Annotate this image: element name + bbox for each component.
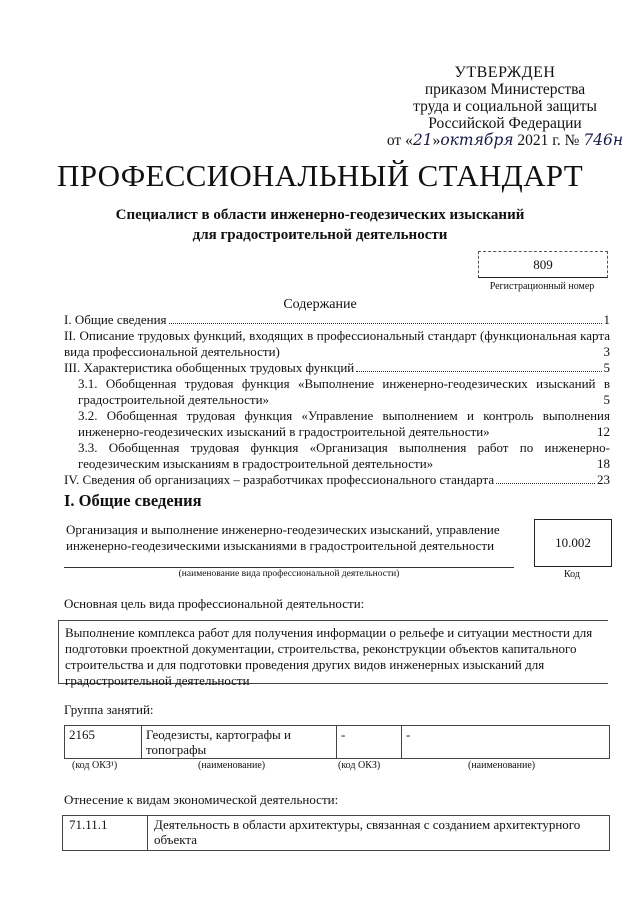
okved-table [62,815,610,851]
date-mid: » [432,132,441,149]
section-heading: I. Общие сведения [64,491,202,510]
okved-code: 71.11.1 [63,816,148,851]
table-of-contents [64,312,610,488]
subtitle-line-2: для градостроительной деятельности [192,227,448,243]
toc-item-1[interactable]: I. Общие сведения 1 [64,312,610,327]
document-title: ПРОФЕССИОНАЛЬНЫЙ СТАНДАРТ [57,158,583,193]
occupation-group-table [64,725,610,759]
approval-date-line [380,132,630,149]
activity-caption: (наименование вида профессиональной деятельности) [178,569,400,579]
toc-item-3[interactable]: III. Характеристика обобщенных трудовых функций 5 [64,360,610,375]
activity-code: 10.002 [534,519,612,567]
date-day: 21 [412,131,433,149]
approval-line-1: приказом Министерства [424,81,586,98]
approval-heading: УТВЕРЖДЕН [454,64,556,81]
document-subtitle [0,205,640,245]
activity-underline [64,567,514,568]
cap-okz-code-1: (код ОКЗ¹) [72,760,118,771]
group-label: Группа занятий: [64,702,154,717]
approval-block [380,64,630,149]
okved-name: Деятельность в области архитектуры, связанная с созданием архитектурного объекта [148,816,610,851]
okved-label: Отнесение к видам экономической деятельности: [64,792,339,807]
okz-name-1: Геодезисты, картографы и топографы [142,726,337,759]
goal-text: Выполнение комплекса работ для получения информации о рельефе и ситуации местности для подготовки проектной документации, строительства, реконструкции объектов капитального строительства и для подготовки проведения других видов инженерных изысканий для градостроительной деятельности [58,620,608,684]
toc-item-3-1[interactable]: 3.1. Обобщенная трудовая функция «Выполнение инженерно-геодезических изысканий в градостроительной деятельности» 5 [78,376,610,407]
toc-item-2-text: II. Описание трудовых функций, входящих в профессиональный стандарт (функциональная карта вида профессиональной деятельности) 3 [64,328,610,359]
date-month: октября [440,131,514,149]
okz-code-2: - [337,726,402,759]
cap-okz-code-2: (код ОКЗ) [338,760,381,771]
registration-label: Регистрационный номер [489,281,595,292]
toc-item-3-3[interactable]: 3.3. Обобщенная трудовая функция «Организация выполнения работ по инженерно-геодезическим изысканиям в градостроительной деятельности» 18 [78,440,610,471]
activity-name: Организация и выполнение инженерно-геодезических изысканий, управление инженерно-геодезическими изысканиями в градостроительной деятельности [66,522,500,553]
subtitle-line-1: Специалист в области инженерно-геодезических изысканий [115,207,525,223]
approval-line-2: труда и социальной защиты [413,98,597,115]
toc-item-3-2[interactable]: 3.2. Обобщенная трудовая функция «Управление выполнением и контроль выполнения инженерно-геодезических изысканий в градостроительной деятельности» 12 [78,408,610,439]
table-row [63,816,610,851]
date-prefix: от « [386,132,413,149]
cap-okz-name-1: (наименование) [198,760,266,771]
okz-name-2: - [402,726,610,759]
approval-line-3: Российской Федерации [428,115,582,132]
goal-label: Основная цель вида профессиональной деятельности: [64,596,365,611]
cap-okz-name-2: (наименование) [468,760,536,771]
toc-heading: Содержание [283,297,357,312]
date-year: 2021 г. № [517,132,580,149]
okz-code-1: 2165 [65,726,142,759]
registration-number: 809 [478,251,608,278]
toc-item-4[interactable]: IV. Сведения об организациях – разработчиках профессионального стандарта 23 [64,472,610,487]
code-caption: Код [564,569,580,580]
order-number: 746н [583,131,624,149]
table-row [65,726,610,759]
toc-item-2[interactable] [64,328,610,360]
